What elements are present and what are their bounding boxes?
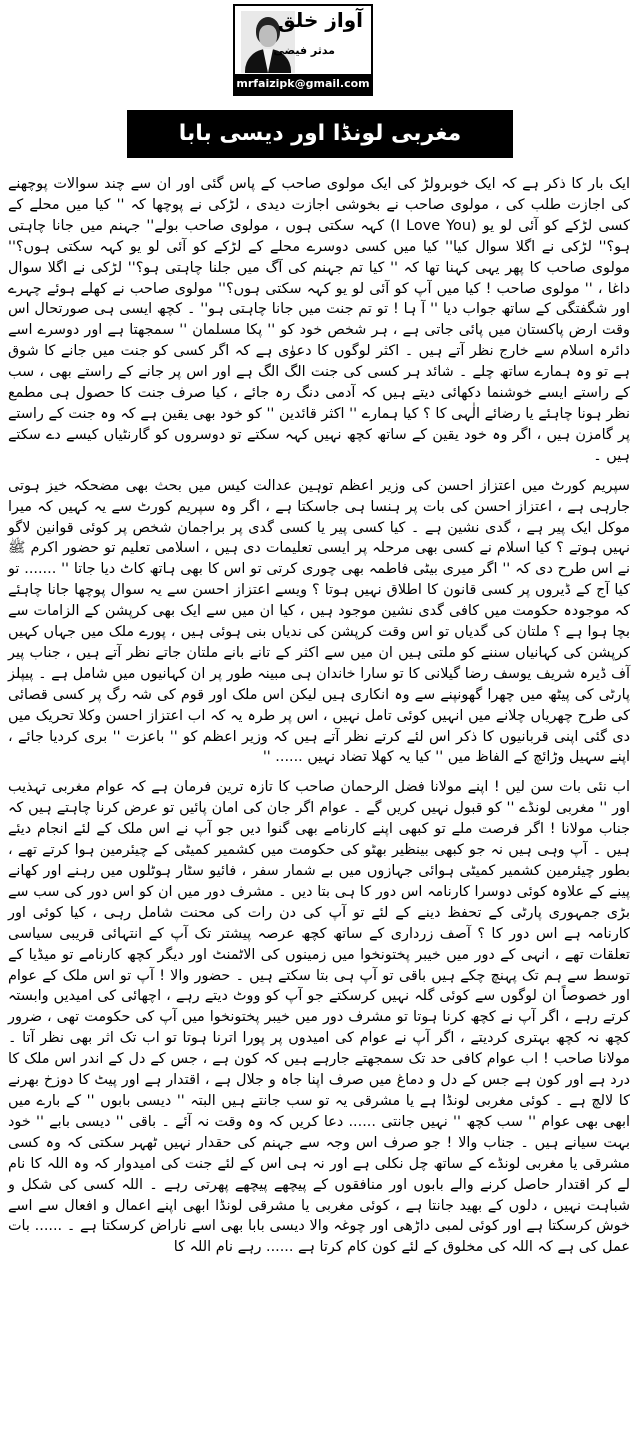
- paragraph: اب نئی بات سن لیں ! اپنے مولانا فضل الرحمان صاحب کا تازہ ترین فرمان ہے کہ عوام مغربی تہذیب اور '' مغربی لونڈے '' کو قبول نہیں کریں گے ۔ عوام اگر جان کی امان پائیں تو عرض کرنا چاہتے ہیں کہ جناب مولانا ! اگر فرصت ملے تو کبھی اپنے کارنامے بھی گنوا دیں جو آپ نے اس ملک کے لئے انجام دیئے ہیں ۔ آپ وہی ہیں نہ جو کبھی بینظیر بھٹو کی حکومت میں کشمیر کمیٹی کے چیئرمین ہوا کرتے تھے ، بطور چیئرمین کشمیر کمیٹی ہوائی جہازوں میں بے شمار سفر ، فائیو سٹار ہوٹلوں میں رہنے اور کھانے پینے کے علاوہ کوئی دوسرا کارنامہ اس دور کا ہی بتا دیں ۔ مشرف دور میں ان کو اس دور کی سب سے بڑی جمہوری پارٹی کے تحفظ دینے کے لئے تو آپ کی دن رات کی محنت شامل رہی ، کیا کوئی اور کارنامہ ہے اس دور کا ؟ آصف زرداری کے ساتھ کچھ عرصہ پیشتر تک آپ کے انتہائی قریبی سیاسی تعلقات تھے ، انہی کے دور میں خیبر پختونخوا میں زمینوں کی الاٹمنٹ اور دیگر کچھ کارنامے تو میڈیا کے توسط سے ہم تک پہنچ چکے ہیں باقی تو آپ ہی بتا سکتے ہیں ۔ حضور والا ! آپ تو اس ملک کے عوام اور خصوصاً ان لوگوں سے کوئی گلہ نہیں کرسکتے جو آپ کو ووٹ دیتے رہے ، اچھائی کی امیدیں وابستہ کرتے رہے ، اگر آپ نے کچھ کرنا ہوتا تو مشرف دور میں خیبر پختونخوا میں آپ کی حکومت تھی ، ضرور کچھ نہ کچھ بہتری کردیتے ، اگر آپ نے عوام کی امیدوں پر پورا اترنا ہوتا تو اب تک اثر بھی نظر آتا ۔ مولانا صاحب ! اب عوام کافی حد تک سمجھتے جارہے ہیں کہ کون ہے ، جس کے دل کے اندر اس ملک کا درد ہے اور کون ہے جس کے دل و دماغ میں صرف اپنا جاہ و جلال ہے ، اقتدار ہے اور پیٹ کا دوزخ بھرنے کا لالچ ہے ۔ کوئی مغربی لونڈا ہے یا مشرقی یہ تو سب جانتے ہیں البتہ '' دیسی بابوں '' کے بارے میں ابھی بھی عوام '' سب کچھ '' نہیں جانتی ...... دعا کریں کہ وہ وقت نہ آئے ۔ باقی '' دیسی بابے '' خود بہت سیانے ہیں ۔ جناب والا ! جو صرف اس وجہ سے جہنم کی حقدار نہیں ٹھہر سکتی کہ وہ کسی مشرقی یا مغربی لونڈے کے ساتھ چل نکلی ہے اور نہ ہی اس کے لئے جنت کی امیدوار کہ وہ اللہ کا نام لے کر اقتدار حاصل کرنے والے بابوں اور منافقوں کے پیچھے پیچھے پھرتی رہے ۔ اللہ کسی کی شکل و شباہت نہیں ، دلوں کے بھید جانتا ہے ، کوئی مغربی یا مشرقی لونڈا ابھی اپنے اعمال و افعال سے اسے خوش کرسکتا ہے اور کوئی لمبی داڑھی اور چوغہ والا دیسی بابا بھی اسے ناراض کرسکتا ہے ۔ ...... بات عمل کی ہے کہ اللہ کی مخلوق کے لئے کون کام کرتا ہے ...... رہے نام اللہ کا: [8, 779, 630, 1256]
- article-headline: مغربی لونڈا اور دیسی بابا: [127, 110, 513, 158]
- author-byline: مدثر فیضی: [273, 44, 335, 57]
- article-body: [8, 174, 630, 1258]
- author-email: mrfaizipk@gmail.com: [235, 74, 371, 94]
- paragraph: سپریم کورٹ میں اعتزاز احسن کی وزیر اعظم توہین عدالت کیس میں بحث بھی مضحکہ خیز ہوتی جارہی ہے ، اعتزاز احسن کی بات پر ہنسا ہی جاسکتا ہے ، اگر وہ سپریم کورٹ سے یہ کہیں کہ میرا موکل ایک پیر ہے ، گدی نشین ہے ۔ کیا کسی پیر یا کسی گدی پر براجمان شخص پر کوئی قوانین لاگو نہیں ہوتے ؟ کیا اسلام نے کسی بھی مرحلہ پر ایسی تعلیمات دی ہیں ، اسلامی تعلیم تو حضور اکرم ﷺ نے اس طرح دی کہ '' اگر میری بیٹی فاطمہ بھی چوری کرتی تو اس کا بھی ہاتھ کاٹ دیا جاتا '' ....... تو کیا آج کے ڈیروں پر کسی قانون کا اطلاق نہیں ہوتا ؟ ویسے اعتزاز احسن سے یہ سوال پوچھا جانا چاہئے کہ موجودہ حکومت میں کافی گدی نشین موجود ہیں ، کیا ان میں سے ایک بھی کرپشن کے الزامات سے بچا ہوا ہے ؟ ملتان کی گدیاں تو اس وقت کرپشن کی ندیاں بنی ہوئی ہیں ، پورے ملک میں جہاں کہیں کرپشن کی کہانیاں سننے کو ملتی ہیں ان میں سے اکثر کے تانے بانے ملتان جاتے نظر آتے ہیں ، جناب پیر آف ڈیرہ شریف یوسف رضا گیلانی کا تو سارا خاندان ہی مبینہ طور پر ان کہانیوں میں شامل ہے ۔ پیپلز پارٹی کی پیٹھ میں چھرا گھونپنے سے وہ انکاری ہیں لیکن اس ملک اور قوم کی شہ رگ پر کسی قصائی کی طرح چھریاں چلانے میں انہیں کوئی تامل نہیں ، اس پر طرہ یہ کہ اب اعتزاز احسن وکلا تحریک میں دی گئی اپنی قربانیوں کا ذکر اس لئے کرتے نظر آتے ہیں کہ وزیر اعظم کو '' باعزت '' بری کردیا جائے ، اپنے سہیل وڑائچ کے الفاظ میں '' کیا یہ کھلا تضاد نہیں ...... '': [8, 477, 630, 766]
- column-masthead: [233, 4, 373, 96]
- column-name: آواز خلق: [277, 8, 363, 32]
- paragraph: ایک بار کا ذکر ہے کہ ایک خوبرولڑ کی ایک مولوی صاحب کے پاس گئی اور ان سے چند سوالات پوچھنے کی اجازت طلب کی ، مولوی صاحب نے بخوشی اجازت دیدی ، لڑکی نے پوچھا کہ '' کیا میں محلے کے کسی لڑکے کو آئی لو یو (I Love You) کہہ سکتی ہوں ، مولوی صاحب بولے'' جہنم میں جانا چاہتی ہو؟'' لڑکی نے اگلا سوال کیا'' کیا میں کسی دوسرے محلے کے لڑکے کو آئی لو یو کہہ سکتی ہوں؟'' مولوی صاحب کا پھر یہی کہنا تھا کہ '' کیا تم جہنم کی آگ میں جلنا چاہتی ہو؟'' لڑکی نے اگلا سوال داغا ، '' مولوی صاحب ! کیا میں آپ کو آئی لو یو کہہ سکتی ہوں؟'' مولوی صاحب نے کھلے ہوئے چہرے اور شگفتگی کے ساتھ جواب دیا '' آ ہا ! تو تم جنت میں جانا چاہتی ہو'' ۔ کچھ ایسی ہی صورتحال اس وقت ارض پاکستان میں پائی جاتی ہے ، ہر شخص خود کو '' پکا مسلمان '' سمجھتا ہے اور دوسرے اسے دائرہ اسلام سے خارج نظر آتے ہیں ۔ اکثر لوگوں کا دعوٰی ہے کہ اگر کسی کو جنت میں جانے کا شوق ہے تو وہ ہمارے ساتھ چلے ۔ شائد ہر کسی کی جنت الگ الگ ہے اور اس پر جانے کے راستے بھی ، سب کے راستے ایسے خوشنما دکھائی دیتے ہیں کہ آدمی دنگ رہ جائے ، کیا صرف جنت کا حصول ہی مطمع نظر ہونا چاہئے یا رضائے الٰہی کا ؟ کیا ہمارے '' اکثر قائدین '' کو خود بھی یقین ہے کہ وہ جنت کے راستے پر گامزن ہیں ، اگر وہ خود یقین کے ساتھ کچھ نہیں کہہ سکتے تو دوسروں کو گارنٹیاں کیسے دے سکتے ہیں ۔: [8, 176, 630, 464]
